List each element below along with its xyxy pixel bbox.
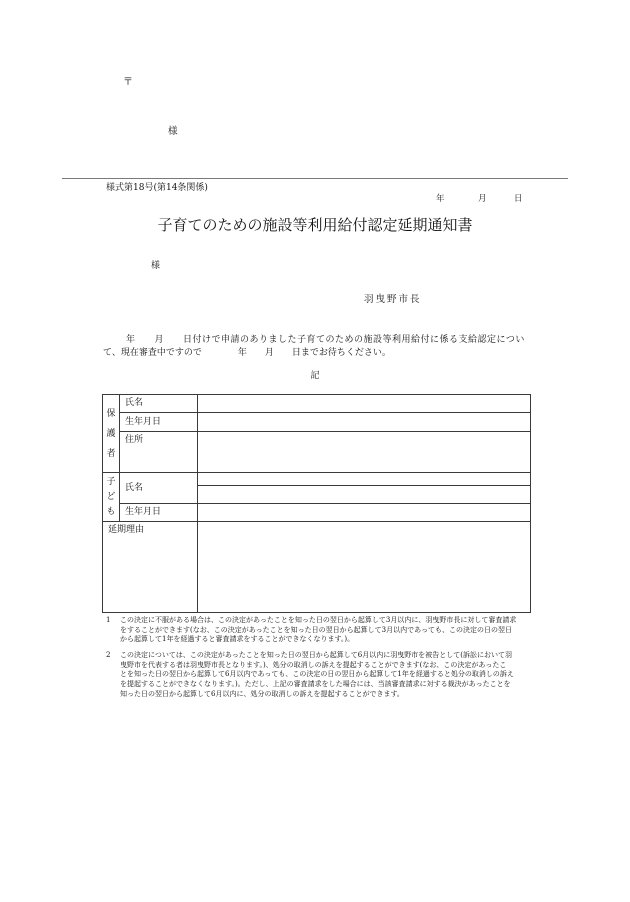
child-birthdate-value xyxy=(198,504,531,522)
child-group-cell xyxy=(103,473,120,522)
date-day-label: 日 xyxy=(514,194,523,204)
note-number: 2 xyxy=(106,651,111,660)
note-line: 知った日の翌日から起算して6月以内に、処分の取消しの訴えを提起することができます。 xyxy=(120,689,404,698)
note-line: をすることができます(なお、この決定があったことを知った日の翌日から起算して3月以内であっても、この決定の日の翌日 xyxy=(120,625,513,634)
note-text xyxy=(120,651,606,699)
note-line: この決定については、この決定があったことを知った日の翌日から起算して6月以内に羽曳野市を被告として(訴訟において羽 xyxy=(120,651,512,660)
guardian-address-value xyxy=(198,432,531,473)
document-title: 子育てのための施設等利用給付認定延期通知書 xyxy=(157,216,473,234)
record-heading: 記 xyxy=(310,371,320,381)
note-number: 1 xyxy=(106,616,111,624)
note-line: から起算して1年を経過すると審査請求をすることができなくなります。)。 xyxy=(120,635,355,644)
note-text xyxy=(120,616,606,645)
note-line: とを知った日の翌日から起算して6月以内であっても、この決定の日の翌日から起算して1年を経過すると処分の取消しの訴え xyxy=(120,670,514,679)
notes-section xyxy=(106,616,606,706)
child-name-reading-value xyxy=(198,473,531,486)
addressee-honorific: 様 xyxy=(151,261,161,271)
form-number: 様式第18号(第14条関係) xyxy=(106,183,208,193)
guardian-address-label: 住所 xyxy=(120,432,198,473)
guardian-group-cell xyxy=(103,395,120,473)
note-line: を提起することができなくなります。)。ただし、上記の審査請求をした場合には、当該審査請求に対する裁決があったことを xyxy=(120,680,511,689)
notice-body-line: て、現在審査中ですので 年 月 日までお待ちください。 xyxy=(103,348,391,358)
date-month-label: 月 xyxy=(478,194,487,204)
note-item xyxy=(106,616,606,645)
note-line: この決定に不服がある場合は、この決定があったことを知った日の翌日から起算して3月以内に、羽曳野市長に対して審査請求 xyxy=(120,616,517,624)
child-group-label: 子ども xyxy=(106,476,116,517)
guardian-group-label: 保護者 xyxy=(106,408,116,459)
notice-body xyxy=(103,334,525,360)
details-table xyxy=(102,394,531,613)
guardian-birthdate-value xyxy=(198,413,531,432)
guardian-birthdate-label: 生年月日 xyxy=(120,413,198,432)
child-birthdate-label: 生年月日 xyxy=(120,504,198,522)
guardian-name-label: 氏名 xyxy=(120,395,198,413)
envelope-addressee-honorific: 様 xyxy=(168,126,178,137)
note-line: 曳野市を代表する者は羽曳野市長となります。)、処分の取消しの訴えを提起することができます(なお、この決定があったこ xyxy=(120,660,507,669)
child-name-value xyxy=(198,486,531,504)
fold-divider xyxy=(62,178,568,179)
date-year-label: 年 xyxy=(436,194,445,204)
notice-body-line: 年 月 日付けで申請のありました子育てのための施設等利用給付に係る支給認定につい xyxy=(126,335,525,345)
note-item xyxy=(106,651,606,699)
delay-reason-value xyxy=(198,522,531,613)
issuer-name: 羽曳野市長 xyxy=(364,294,422,305)
postal-mark: 〒 xyxy=(123,77,133,88)
child-name-label: 氏名 xyxy=(120,473,198,504)
delay-reason-label: 延期理由 xyxy=(103,522,198,613)
guardian-name-value xyxy=(198,395,531,413)
